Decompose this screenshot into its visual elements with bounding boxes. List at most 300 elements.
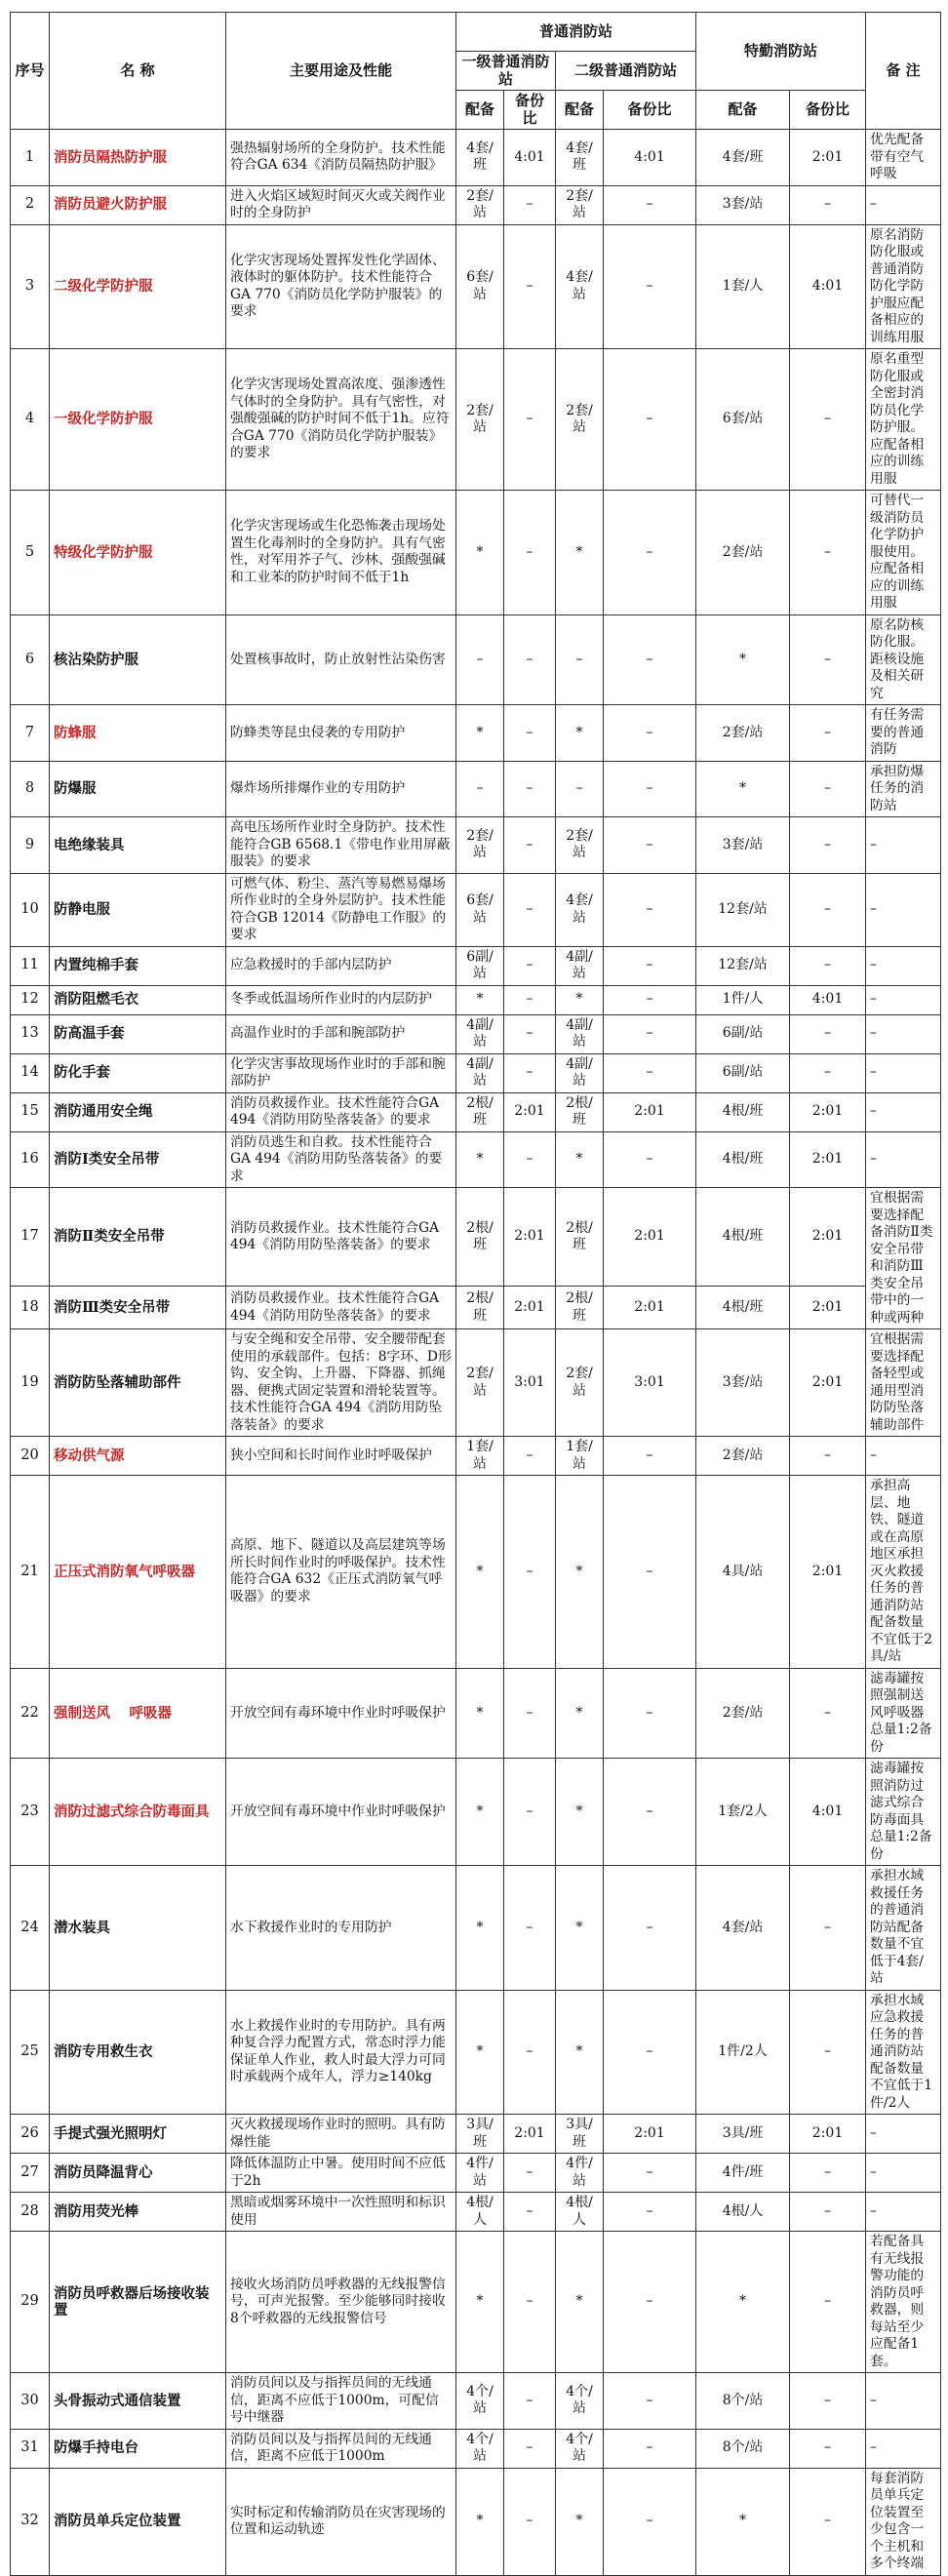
row-number: 16	[11, 1131, 50, 1188]
level1-equip: *	[456, 1668, 504, 1759]
level1-equip: *	[456, 1476, 504, 1669]
special-equip: 2套/站	[696, 1437, 790, 1476]
level2-equip: 4副/站	[556, 1014, 604, 1053]
special-equip: 12套/站	[696, 873, 790, 946]
table-row	[11, 1437, 941, 1476]
note: 优先配备带有空气呼吸	[866, 130, 941, 186]
level1-reserve: –	[504, 2468, 556, 2575]
equipment-name: 消防员避火防护服	[50, 185, 226, 224]
note: –	[866, 2373, 941, 2430]
note: 原名消防防化服或普通消防防化学防护服应配备相应的训练用服	[866, 224, 941, 349]
level2-equip: 4根/人	[556, 2193, 604, 2232]
row-number: 30	[11, 2373, 50, 2430]
equipment-name: 电绝缘装具	[50, 817, 226, 874]
level2-reserve: –	[604, 1014, 696, 1053]
row-number: 19	[11, 1329, 50, 1437]
special-reserve: –	[790, 614, 866, 705]
level2-equip: 2套/站	[556, 349, 604, 491]
special-equip: 4具/站	[696, 1476, 790, 1669]
equipment-name: 消防Ⅱ类安全吊带	[50, 1188, 226, 1287]
equipment-name: 消防通用安全绳	[50, 1092, 226, 1131]
level1-reserve: –	[504, 614, 556, 705]
note: –	[866, 873, 941, 946]
usage-description: 消防员间以及与指挥员间的无线通信，距离不应低于1000m	[226, 2429, 456, 2468]
equipment-name: 消防用荧光棒	[50, 2193, 226, 2232]
special-reserve: –	[790, 817, 866, 874]
special-equip: 4根/班	[696, 1188, 790, 1287]
level2-reserve: –	[604, 491, 696, 615]
level2-reserve: –	[604, 817, 696, 874]
special-reserve: –	[790, 1437, 866, 1476]
equipment-name: 手提式强光照明灯	[50, 2115, 226, 2154]
level2-equip: *	[556, 1759, 604, 1866]
row-number: 13	[11, 1014, 50, 1053]
table-row	[11, 1329, 941, 1437]
header-name: 名 称	[50, 13, 226, 130]
level1-equip: 2根/班	[456, 1188, 504, 1287]
usage-description: 可燃气体、粉尘、蒸汽等易燃易爆场所作业时的全身外层防护。技术性能符合GB 12014《防静电工作服》的要求	[226, 873, 456, 946]
special-equip: *	[696, 2232, 790, 2373]
level2-equip: 2套/站	[556, 1329, 604, 1437]
usage-description: 开放空间有毒环境中作业时呼吸保护	[226, 1759, 456, 1866]
header-ordinary-station: 普通消防站	[456, 13, 696, 52]
equipment-name: 防静电服	[50, 873, 226, 946]
row-number: 25	[11, 1990, 50, 2115]
special-reserve: –	[790, 2429, 866, 2468]
row-number: 12	[11, 985, 50, 1014]
header-usage: 主要用途及性能	[226, 13, 456, 130]
special-equip: 2套/站	[696, 1668, 790, 1759]
special-reserve: 4:01	[790, 985, 866, 1014]
level1-equip: 4根/人	[456, 2193, 504, 2232]
level2-reserve: –	[604, 761, 696, 817]
level1-reserve: –	[504, 873, 556, 946]
level1-reserve: –	[504, 349, 556, 491]
level2-equip: 4副/站	[556, 1053, 604, 1092]
level2-reserve: –	[604, 985, 696, 1014]
level2-reserve: –	[604, 946, 696, 985]
usage-description: 降低体温防止中暑。使用时间不应低于2h	[226, 2154, 456, 2193]
row-number: 11	[11, 946, 50, 985]
level1-reserve: –	[504, 2232, 556, 2373]
note: 有任务需要的普通消防	[866, 705, 941, 762]
level1-reserve: –	[504, 761, 556, 817]
special-equip: *	[696, 614, 790, 705]
level1-reserve: –	[504, 1131, 556, 1188]
special-reserve: 2:01	[790, 1476, 866, 1669]
special-equip: 3套/站	[696, 817, 790, 874]
level2-reserve: –	[604, 873, 696, 946]
equipment-name: 消防员降温背心	[50, 2154, 226, 2193]
table-row	[11, 705, 941, 762]
special-reserve: –	[790, 1668, 866, 1759]
row-number: 5	[11, 491, 50, 615]
row-number: 15	[11, 1092, 50, 1131]
usage-description: 实时标定和传输消防员在灾害现场的位置和运动轨迹	[226, 2468, 456, 2575]
usage-description: 冬季或低温场所作业时的内层防护	[226, 985, 456, 1014]
table-row	[11, 1759, 941, 1866]
level1-equip: 2套/站	[456, 817, 504, 874]
level1-equip: 6副/站	[456, 946, 504, 985]
special-reserve: –	[790, 1053, 866, 1092]
usage-description: 处置核事故时，防止放射性沾染伤害	[226, 614, 456, 705]
special-reserve: –	[790, 2468, 866, 2575]
level2-equip: 4套/班	[556, 130, 604, 186]
special-equip: *	[696, 761, 790, 817]
table-row	[11, 1131, 941, 1188]
usage-description: 高电压场所作业时全身防护。技术性能符合GB 6568.1《带电作业用屏蔽服装》的要求	[226, 817, 456, 874]
row-number: 7	[11, 705, 50, 762]
header-special-equip: 配备	[696, 91, 790, 130]
level2-equip: 4件/站	[556, 2154, 604, 2193]
level2-reserve: –	[604, 2193, 696, 2232]
usage-description: 狭小空间和长时间作业时呼吸保护	[226, 1437, 456, 1476]
level2-equip: *	[556, 1668, 604, 1759]
note: –	[866, 2115, 941, 2154]
level1-reserve: –	[504, 2154, 556, 2193]
equipment-name: 防高温手套	[50, 1014, 226, 1053]
level2-equip: 1套/站	[556, 1437, 604, 1476]
level2-equip: *	[556, 1476, 604, 1669]
level1-equip: 3具/班	[456, 2115, 504, 2154]
equipment-name: 消防过滤式综合防毒面具	[50, 1759, 226, 1866]
level2-reserve: –	[604, 1053, 696, 1092]
level2-equip: 4副/站	[556, 946, 604, 985]
level2-reserve: –	[604, 1866, 696, 1991]
level1-equip: 6套/站	[456, 224, 504, 349]
table-row	[11, 2193, 941, 2232]
level2-reserve: –	[604, 2373, 696, 2430]
level1-reserve: –	[504, 1053, 556, 1092]
special-reserve: 4:01	[790, 1759, 866, 1866]
table-row	[11, 491, 941, 615]
table-row	[11, 946, 941, 985]
level1-equip: 4套/班	[456, 130, 504, 186]
level1-reserve: –	[504, 2429, 556, 2468]
usage-description: 化学灾害现场或生化恐怖袭击现场处置生化毒剂时的全身防护。具有气密性，对军用芥子气、沙林、强酸强碱和工业苯的防护时间不低于1h	[226, 491, 456, 615]
level1-reserve: –	[504, 946, 556, 985]
usage-description: 接收火场消防员呼救器的无线报警信号，可声光报警。至少能够同时接收8个呼救器的无线报警信号	[226, 2232, 456, 2373]
level2-equip: –	[556, 761, 604, 817]
table-row	[11, 1668, 941, 1759]
row-number: 27	[11, 2154, 50, 2193]
level1-reserve: –	[504, 1014, 556, 1053]
level2-equip: 4套/站	[556, 224, 604, 349]
special-reserve: –	[790, 1990, 866, 2115]
table-header	[11, 13, 941, 130]
note: 原名防核防化服。距核设施及相关研究	[866, 614, 941, 705]
table-body	[11, 130, 941, 2576]
table-row	[11, 1866, 941, 1991]
level1-equip: 4个/站	[456, 2429, 504, 2468]
level1-equip: 4件/站	[456, 2154, 504, 2193]
level1-reserve: –	[504, 985, 556, 1014]
usage-description: 化学灾害现场处置高浓度、强渗透性气体时的全身防护。具有气密性，对强酸强碱的防护时间不低于1h。应符合GA 770《消防员化学防护服装》的要求	[226, 349, 456, 491]
level2-equip: *	[556, 985, 604, 1014]
equipment-name: 消防员呼救器后场接收装置	[50, 2232, 226, 2373]
level1-equip: 6套/站	[456, 873, 504, 946]
header-special-station: 特勤消防站	[696, 13, 866, 91]
note: 宜根据需要选择配备轻型或通用型消防防坠落辅助部件	[866, 1329, 941, 1437]
equipment-name: 潜水装具	[50, 1866, 226, 1991]
special-reserve: –	[790, 185, 866, 224]
level2-reserve: –	[604, 185, 696, 224]
level1-reserve: –	[504, 491, 556, 615]
row-number: 24	[11, 1866, 50, 1991]
table-row	[11, 130, 941, 186]
level2-reserve: 2:01	[604, 2115, 696, 2154]
equipment-name: 防爆服	[50, 761, 226, 817]
header-level2-station: 二级普通消防站	[556, 52, 696, 91]
note: –	[866, 1437, 941, 1476]
row-number: 32	[11, 2468, 50, 2575]
usage-description: 水下救援作业时的专用防护	[226, 1866, 456, 1991]
special-equip: 4套/站	[696, 1866, 790, 1991]
note: –	[866, 1053, 941, 1092]
level2-reserve: –	[604, 1437, 696, 1476]
row-number: 21	[11, 1476, 50, 1669]
row-number: 2	[11, 185, 50, 224]
level1-reserve: 2:01	[504, 2115, 556, 2154]
note: 承担水域救援任务的普通消防站配备数量不宜低于4套/站	[866, 1866, 941, 1991]
usage-description: 爆炸场所排爆作业的专用防护	[226, 761, 456, 817]
special-equip: 8个/站	[696, 2373, 790, 2430]
level2-equip: 2根/班	[556, 1092, 604, 1131]
usage-description: 消防员间以及与指挥员间的无线通信，距离不应低于1000m，可配信号中继器	[226, 2373, 456, 2430]
equipment-name: 二级化学防护服	[50, 224, 226, 349]
level1-reserve: –	[504, 817, 556, 874]
level1-equip: *	[456, 2232, 504, 2373]
table-row	[11, 2154, 941, 2193]
level1-equip: 2套/站	[456, 185, 504, 224]
level2-reserve: –	[604, 1476, 696, 1669]
special-reserve: –	[790, 761, 866, 817]
row-number: 14	[11, 1053, 50, 1092]
usage-description: 强热辐射场所的全身防护。技术性能符合GA 634《消防员隔热防护服》	[226, 130, 456, 186]
level2-reserve: –	[604, 349, 696, 491]
equipment-name: 头骨振动式通信装置	[50, 2373, 226, 2430]
level2-reserve: 2:01	[604, 1287, 696, 1329]
special-equip: 4件/班	[696, 2154, 790, 2193]
special-equip: 4根/人	[696, 2193, 790, 2232]
level1-reserve: –	[504, 705, 556, 762]
level1-equip: *	[456, 2468, 504, 2575]
equipment-table	[10, 12, 941, 2576]
table-row	[11, 2115, 941, 2154]
row-number: 22	[11, 1668, 50, 1759]
level1-equip: *	[456, 705, 504, 762]
level1-reserve: –	[504, 1668, 556, 1759]
special-equip: 2套/站	[696, 491, 790, 615]
level1-reserve: 2:01	[504, 1188, 556, 1287]
table-row	[11, 185, 941, 224]
level1-reserve: –	[504, 185, 556, 224]
table-row	[11, 2373, 941, 2430]
special-reserve: 2:01	[790, 2115, 866, 2154]
usage-description: 消防员逃生和自救。技术性能符合GA 494《消防用防坠落装备》的要求	[226, 1131, 456, 1188]
level2-reserve: –	[604, 1990, 696, 2115]
row-number: 26	[11, 2115, 50, 2154]
level2-reserve: –	[604, 614, 696, 705]
level1-equip: *	[456, 491, 504, 615]
usage-description: 水上救援作业时的专用防护。具有两种复合浮力配置方式，常态时浮力能保证单人作业，救人时最大浮力可同时承载两个成年人，浮力≥140kg	[226, 1990, 456, 2115]
level2-equip: 4套/站	[556, 873, 604, 946]
row-number: 6	[11, 614, 50, 705]
level2-equip: *	[556, 2468, 604, 2575]
level2-reserve: –	[604, 224, 696, 349]
equipment-name: 消防防坠落辅助部件	[50, 1329, 226, 1437]
table-row	[11, 985, 941, 1014]
note: 承担防爆任务的消防站	[866, 761, 941, 817]
row-number: 17	[11, 1188, 50, 1287]
level2-reserve: –	[604, 2468, 696, 2575]
usage-description: 开放空间有毒环境中作业时呼吸保护	[226, 1668, 456, 1759]
level1-equip: –	[456, 614, 504, 705]
equipment-name: 强制送风 呼吸器	[50, 1668, 226, 1759]
special-reserve: –	[790, 491, 866, 615]
row-number: 23	[11, 1759, 50, 1866]
table-row	[11, 349, 941, 491]
special-reserve: 2:01	[790, 1188, 866, 1287]
level2-equip: *	[556, 1866, 604, 1991]
equipment-name: 消防员单兵定位装置	[50, 2468, 226, 2575]
level2-reserve: 3:01	[604, 1329, 696, 1437]
row-number: 8	[11, 761, 50, 817]
note: 承担水域应急救援任务的普通消防站配备数量不宜低于1件/2人	[866, 1990, 941, 2115]
special-equip: 4根/班	[696, 1287, 790, 1329]
level2-equip: 4个/站	[556, 2429, 604, 2468]
level1-equip: 2根/班	[456, 1287, 504, 1329]
table-row	[11, 1014, 941, 1053]
special-equip: 3套/站	[696, 185, 790, 224]
note: 滤毒罐按照消防过滤式综合防毒面具总量1:2备份	[866, 1759, 941, 1866]
level2-reserve: 4:01	[604, 130, 696, 186]
header-note: 备 注	[866, 13, 941, 130]
usage-description: 高温作业时的手部和腕部防护	[226, 1014, 456, 1053]
note: 滤毒罐按照强制送风呼吸器总量1:2备份	[866, 1668, 941, 1759]
special-reserve: –	[790, 349, 866, 491]
level1-equip: 2根/班	[456, 1092, 504, 1131]
level2-equip: 2套/站	[556, 817, 604, 874]
special-equip: 4根/班	[696, 1092, 790, 1131]
level1-equip: 4副/站	[456, 1014, 504, 1053]
special-reserve: 2:01	[790, 1092, 866, 1131]
level2-reserve: –	[604, 2429, 696, 2468]
header-l1-reserve: 备份比	[504, 91, 556, 130]
row-number: 29	[11, 2232, 50, 2373]
note: 原名重型防化服或全密封消防员化学防护服。应配备相应的训练用服	[866, 349, 941, 491]
row-number: 4	[11, 349, 50, 491]
row-number: 10	[11, 873, 50, 946]
level1-equip: *	[456, 1131, 504, 1188]
row-number: 20	[11, 1437, 50, 1476]
header-l2-equip: 配备	[556, 91, 604, 130]
equipment-name: 消防员隔热防护服	[50, 130, 226, 186]
special-reserve: –	[790, 2373, 866, 2430]
note: –	[866, 1092, 941, 1131]
level1-equip: *	[456, 1866, 504, 1991]
table-row	[11, 1053, 941, 1092]
special-reserve: –	[790, 1014, 866, 1053]
equipment-name: 防爆手持电台	[50, 2429, 226, 2468]
special-reserve: –	[790, 2193, 866, 2232]
usage-description: 消防员救援作业。技术性能符合GA 494《消防用防坠落装备》的要求	[226, 1092, 456, 1131]
equipment-name: 消防阻燃毛衣	[50, 985, 226, 1014]
special-equip: 1件/2人	[696, 1990, 790, 2115]
header-special-reserve: 备份比	[790, 91, 866, 130]
level1-reserve: –	[504, 1990, 556, 2115]
special-reserve: –	[790, 946, 866, 985]
table-row	[11, 761, 941, 817]
level1-reserve: 4:01	[504, 130, 556, 186]
special-equip: 1套/人	[696, 224, 790, 349]
level1-equip: –	[456, 761, 504, 817]
usage-description: 应急救援时的手部内层防护	[226, 946, 456, 985]
special-equip: 1件/人	[696, 985, 790, 1014]
special-reserve: 2:01	[790, 130, 866, 186]
level2-reserve: –	[604, 2232, 696, 2373]
equipment-name: 一级化学防护服	[50, 349, 226, 491]
usage-description: 化学灾害事故现场作业时的手部和腕部防护	[226, 1053, 456, 1092]
special-reserve: –	[790, 873, 866, 946]
equipment-name: 消防Ⅰ类安全吊带	[50, 1131, 226, 1188]
header-level1-station: 一级普通消防站	[456, 52, 556, 91]
level1-equip: *	[456, 1990, 504, 2115]
equipment-name: 核沾染防护服	[50, 614, 226, 705]
note: –	[866, 1131, 941, 1188]
note: –	[866, 946, 941, 985]
special-reserve: 4:01	[790, 224, 866, 349]
special-reserve: 2:01	[790, 1329, 866, 1437]
special-reserve: –	[790, 2232, 866, 2373]
level1-equip: *	[456, 1759, 504, 1866]
row-number: 3	[11, 224, 50, 349]
equipment-name: 消防专用救生衣	[50, 1990, 226, 2115]
level1-reserve: 2:01	[504, 1092, 556, 1131]
note: –	[866, 985, 941, 1014]
level2-equip: 3具/班	[556, 2115, 604, 2154]
usage-description: 灭火救援现场作业时的照明。具有防爆性能	[226, 2115, 456, 2154]
level2-equip: *	[556, 705, 604, 762]
note: 承担高层、地铁、隧道或在高原地区承担灭火救援任务的普通消防站配备数量不宜低于2具/站	[866, 1476, 941, 1669]
level1-reserve: 2:01	[504, 1287, 556, 1329]
row-number: 28	[11, 2193, 50, 2232]
row-number: 31	[11, 2429, 50, 2468]
level2-reserve: –	[604, 1668, 696, 1759]
level2-equip: *	[556, 2232, 604, 2373]
equipment-name: 消防Ⅲ类安全吊带	[50, 1287, 226, 1329]
level2-equip: 4个/站	[556, 2373, 604, 2430]
level2-equip: 2套/站	[556, 185, 604, 224]
level1-reserve: –	[504, 1866, 556, 1991]
table-row	[11, 1188, 941, 1287]
level2-equip: *	[556, 1131, 604, 1188]
note: –	[866, 185, 941, 224]
row-number: 9	[11, 817, 50, 874]
row-number: 18	[11, 1287, 50, 1329]
special-equip: 1套/2人	[696, 1759, 790, 1866]
equipment-name: 正压式消防氧气呼吸器	[50, 1476, 226, 1669]
special-equip: 4根/班	[696, 1131, 790, 1188]
usage-description: 黑暗或烟雾环境中一次性照明和标识使用	[226, 2193, 456, 2232]
level2-reserve: –	[604, 705, 696, 762]
equipment-name: 特级化学防护服	[50, 491, 226, 615]
header-l1-equip: 配备	[456, 91, 504, 130]
level1-reserve: –	[504, 2193, 556, 2232]
table-row	[11, 2232, 941, 2373]
special-reserve: 2:01	[790, 1131, 866, 1188]
special-reserve: –	[790, 705, 866, 762]
